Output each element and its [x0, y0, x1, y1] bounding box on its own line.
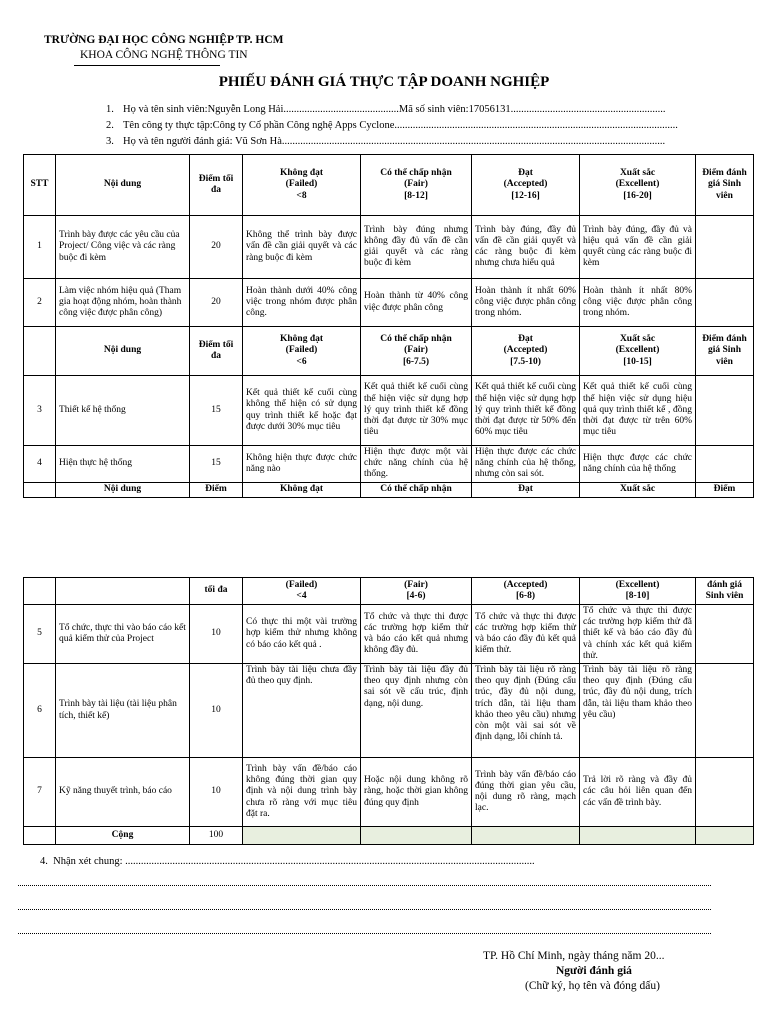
col-failed [243, 155, 361, 216]
row-stt: 7 [24, 758, 56, 827]
level-en: (Failed) [285, 179, 318, 190]
col-content: Nội dung [56, 482, 190, 497]
level-range: <4 [296, 591, 307, 601]
row-failed: Trình bày vấn đề/báo cáo không đúng thời gian quy định và nội dung trình bày chưa rõ ràng với mục tiêu đặt ra. [243, 758, 361, 827]
table-row [24, 446, 754, 483]
col-accepted: Đạt [472, 482, 580, 497]
row-content: Trình bày được các yêu cầu của Project/ Công việc và các ràng buộc đi kèm [56, 216, 190, 279]
col-accepted [472, 155, 580, 216]
level-en: (Excellent) [615, 345, 660, 356]
table-header-row [24, 155, 754, 216]
level-range: [7.5-10) [510, 356, 541, 367]
col-stt-empty [24, 578, 56, 605]
level-range: [6-8) [516, 591, 535, 601]
comment-text[interactable]: Nhận xét chung: ............................................................................................................................................................ [53, 856, 535, 867]
col-excellent [580, 578, 696, 605]
row-max: 10 [190, 758, 243, 827]
level-name: Không đạt [279, 334, 324, 345]
row-fair: Hoàn thành từ 40% công việc được phân công [361, 279, 472, 327]
table-row [24, 216, 754, 279]
table-header-row [24, 578, 754, 605]
header-underline [74, 65, 220, 66]
level-range: [8-12] [404, 190, 428, 201]
row-max: 15 [190, 446, 243, 483]
info-number: 1. [106, 104, 114, 115]
col-stt-empty [24, 327, 56, 376]
faculty-name: KHOA CÔNG NGHỆ THÔNG TIN [80, 49, 248, 61]
row-stt: 6 [24, 664, 56, 758]
level-range: <8 [296, 190, 307, 201]
info-text: Họ và tên người đánh giá: Vũ Sơn Hà.................................................................................................................................................. [123, 136, 666, 147]
row-score-input[interactable] [696, 664, 754, 758]
evaluation-table-1 [23, 154, 754, 498]
col-accepted [472, 327, 580, 376]
row-content: Tổ chức, thực thi vào báo cáo kết quả kiểm thử của Project [56, 605, 190, 664]
row-accepted: Hoàn thành ít nhất 60% công việc được phân công trong nhóm. [472, 279, 580, 327]
info-student [106, 104, 686, 115]
col-stt-empty [24, 482, 56, 497]
level-en: (Fair) [404, 579, 428, 590]
info-number: 3. [106, 136, 114, 147]
row-stt: 4 [24, 446, 56, 483]
level-range: [10-15] [623, 356, 652, 367]
table-row [24, 279, 754, 327]
table-header-row [24, 482, 754, 497]
info-evaluator [106, 136, 686, 147]
level-range: <6 [296, 356, 307, 367]
level-name: Có thể chấp nhận [380, 168, 452, 179]
col-max: Điểm [190, 482, 243, 497]
row-content: Trình bày tài liệu (tài liệu phân tích, thiết kế) [56, 664, 190, 758]
row-score-input[interactable] [696, 279, 754, 327]
table-row [24, 664, 754, 758]
level-range: [8-10] [625, 591, 650, 601]
table-row [24, 605, 754, 664]
level-en: (Fair) [404, 179, 428, 190]
level-name: Có thể chấp nhận [380, 334, 452, 345]
comment-number: 4. [40, 856, 48, 867]
level-range: [6-7.5) [402, 356, 430, 367]
total-excellent-cell [580, 827, 696, 845]
row-failed: Kết quả thiết kế cuối cùng không thể hiện có sử dụng quy trình thiết kế hoặc đạt được dưới 30% mục tiêu [243, 376, 361, 446]
level-name: Đạt [518, 168, 533, 179]
col-score: đánh giá Sinh viên [696, 578, 754, 605]
total-accepted-cell [472, 827, 580, 845]
comment-line[interactable] [18, 885, 711, 886]
total-fair-cell [361, 827, 472, 845]
level-name: Xuất sắc [619, 168, 656, 179]
level-range: [16-20] [623, 190, 652, 201]
col-excellent [580, 155, 696, 216]
info-text: Tên công ty thực tập:Công ty Cổ phần Công nghệ Apps Cyclone............................................................................................................ [123, 120, 678, 131]
row-excellent: Tổ chức và thực thi được các trường hợp kiểm thử đã thiết kế và báo cáo đầy đủ và chính xác kết quả kiểm thử. [580, 605, 696, 664]
table-row [24, 376, 754, 446]
level-range: [4-6) [406, 591, 426, 601]
row-max: 10 [190, 664, 243, 758]
row-fair: Hoặc nội dung không rõ ràng, hoặc thời gian không đúng quy định [361, 758, 472, 827]
row-accepted: Trình bày đúng, đầy đủ vấn đề cần giải quyết và các ràng buộc đi kèm nhưng chưa hiểu quả [472, 216, 580, 279]
row-failed: Không thể trình bày được vấn đề cần giải quyết và các ràng buộc đi kèm [243, 216, 361, 279]
info-text: Họ và tên sinh viên:Nguyễn Long Hải............................................Mã số sinh viên:17056131........................................................... [123, 104, 666, 115]
row-stt: 3 [24, 376, 56, 446]
row-failed: Hoàn thành dưới 40% công việc trong nhóm được phân công. [243, 279, 361, 327]
comment-line[interactable] [18, 909, 711, 910]
row-accepted: Trình bày tài liệu rõ ràng theo quy định (Đúng cấu trúc, đầy đủ nội dung, trích dẫn, tài liệu tham khảo theo yêu cầu) nhưng còn một vài sai sót về định dạng, lỗi chính tả. [472, 664, 580, 758]
col-content-empty [56, 578, 190, 605]
general-comment [40, 856, 710, 867]
total-stt-empty [24, 827, 56, 845]
total-score-input[interactable] [696, 827, 754, 845]
level-en: (Accepted) [503, 579, 548, 590]
row-fair: Trình bày đúng nhưng không đầy đủ vấn đề cần giải quyết và các ràng buộc đi kèm [361, 216, 472, 279]
table-header-row [24, 327, 754, 376]
total-failed-cell [243, 827, 361, 845]
university-name: TRƯỜNG ĐẠI HỌC CÔNG NGHIỆP TP. HCM [44, 34, 284, 46]
info-company [106, 120, 686, 131]
row-failed: Có thực thi một vài trường hợp kiểm thử nhưng không có báo cáo kết quả . [243, 605, 361, 664]
row-score-input[interactable] [696, 446, 754, 483]
row-max: 15 [190, 376, 243, 446]
row-accepted: Kết quả thiết kế cuối cùng thể hiện việc sử dụng hợp lý quy trình thiết kế đồng thời đạt được từ 50% đến 60% mục tiêu [472, 376, 580, 446]
level-en: (Failed) [285, 579, 318, 590]
row-max: 10 [190, 605, 243, 664]
row-excellent: Kết quả thiết kế cuối cùng thể hiện việc sử dụng hiệu quả quy trình thiết kế , đồng thời đạt được từ trên 60% mục tiêu [580, 376, 696, 446]
row-score-input[interactable] [696, 758, 754, 827]
level-en: (Excellent) [615, 179, 660, 190]
level-en: (Accepted) [503, 179, 548, 190]
row-score-input[interactable] [696, 605, 754, 664]
col-excellent: Xuất sắc [580, 482, 696, 497]
col-max: Điểm tối đa [190, 327, 243, 376]
total-label: Cộng [56, 827, 190, 845]
level-name: Đạt [518, 334, 533, 345]
col-failed [243, 578, 361, 605]
row-failed: Trình bày tài liệu chưa đầy đủ theo quy định. [243, 664, 361, 758]
col-content: Nội dung [56, 327, 190, 376]
level-en: (Accepted) [503, 345, 548, 356]
col-max: Điểm tối đa [190, 155, 243, 216]
level-en: (Excellent) [615, 579, 660, 590]
row-excellent: Trình bày đúng, đầy đủ và hiệu quả vấn đề cần giải quyết cùng các ràng buộc đi kèm [580, 216, 696, 279]
level-en: (Failed) [285, 345, 318, 356]
row-accepted: Hiện thực được các chức năng chính của hệ thống, nhưng còn sai sót. [472, 446, 580, 483]
level-name: Không đạt [279, 168, 324, 179]
row-stt: 1 [24, 216, 56, 279]
total-max: 100 [190, 827, 243, 845]
row-score-input[interactable] [696, 376, 754, 446]
row-content: Thiết kế hệ thống [56, 376, 190, 446]
level-en: (Fair) [404, 345, 428, 356]
info-number: 2. [106, 120, 114, 131]
row-accepted: Tổ chức và thực thi được các trường hợp kiểm thử và báo cáo đầy đủ kết quả kiểm thử. [472, 605, 580, 664]
row-excellent: Hiện thực được các chức năng chính của hệ thống [580, 446, 696, 483]
col-content: Nội dung [56, 155, 190, 216]
row-excellent: Hoàn thành ít nhất 80% công việc được phân công trong nhóm. [580, 279, 696, 327]
row-content: Hiện thực hệ thống [56, 446, 190, 483]
row-content: Kỹ năng thuyết trình, báo cáo [56, 758, 190, 827]
col-fair: Có thể chấp nhận [361, 482, 472, 497]
row-max: 20 [190, 279, 243, 327]
row-failed: Không hiện thực được chức năng nào [243, 446, 361, 483]
col-score: Điểm đánh giá Sinh viên [696, 327, 754, 376]
comment-line[interactable] [18, 933, 711, 934]
row-excellent: Trả lời rõ ràng và đầy đủ các câu hỏi liên quan đến các vấn đề trình bày. [580, 758, 696, 827]
col-accepted [472, 578, 580, 605]
signature-note: (Chữ ký, họ tên và đóng dấu) [525, 980, 660, 992]
evaluation-table-2 [23, 577, 754, 845]
level-name: Xuất sắc [619, 334, 656, 345]
row-score-input[interactable] [696, 216, 754, 279]
evaluator-label: Người đánh giá [556, 965, 632, 977]
row-stt: 2 [24, 279, 56, 327]
row-max: 20 [190, 216, 243, 279]
total-row [24, 827, 754, 845]
col-failed [243, 327, 361, 376]
row-content: Làm việc nhóm hiệu quả (Tham gia hoạt động nhóm, hoàn thành công việc được phân công) [56, 279, 190, 327]
col-fair [361, 578, 472, 605]
col-score: Điểm đánh giá Sinh viên [696, 155, 754, 216]
col-fair [361, 155, 472, 216]
col-failed: Không đạt [243, 482, 361, 497]
level-range: [12-16] [511, 190, 540, 201]
page-title: PHIẾU ĐÁNH GIÁ THỰC TẬP DOANH NGHIỆP [218, 74, 550, 90]
col-fair [361, 327, 472, 376]
row-fair: Trình bày tài liệu đầy đủ theo quy định nhưng còn sai sót về cấu trúc, định dạng, nội dung. [361, 664, 472, 758]
col-score: Điểm [696, 482, 754, 497]
row-stt: 5 [24, 605, 56, 664]
row-fair: Kết quả thiết kế cuối cùng thể hiện việc sử dụng hợp lý quy trình thiết kế đồng thời đạt được từ 30% mục tiêu [361, 376, 472, 446]
row-fair: Tổ chức và thực thi được các trường hợp kiểm thử và báo cáo kết quả nhưng không đầy đủ. [361, 605, 472, 664]
row-fair: Hiện thực được một vài chức năng chính của hệ thống. [361, 446, 472, 483]
col-max: tối đa [190, 578, 243, 605]
table-row [24, 758, 754, 827]
col-stt: STT [24, 155, 56, 216]
col-excellent [580, 327, 696, 376]
row-excellent: Trình bày tài liệu rõ ràng theo quy định (Đúng cấu trúc, đầy đủ nội dung, trích dẫn, tài liệu tham khảo theo yêu cầu) [580, 664, 696, 758]
row-accepted: Trình bày vấn đề/báo cáo đúng thời gian yêu cầu, nội dung rõ ràng, mạch lạc. [472, 758, 580, 827]
date-line: TP. Hồ Chí Minh, ngày tháng năm 20... [483, 950, 665, 962]
